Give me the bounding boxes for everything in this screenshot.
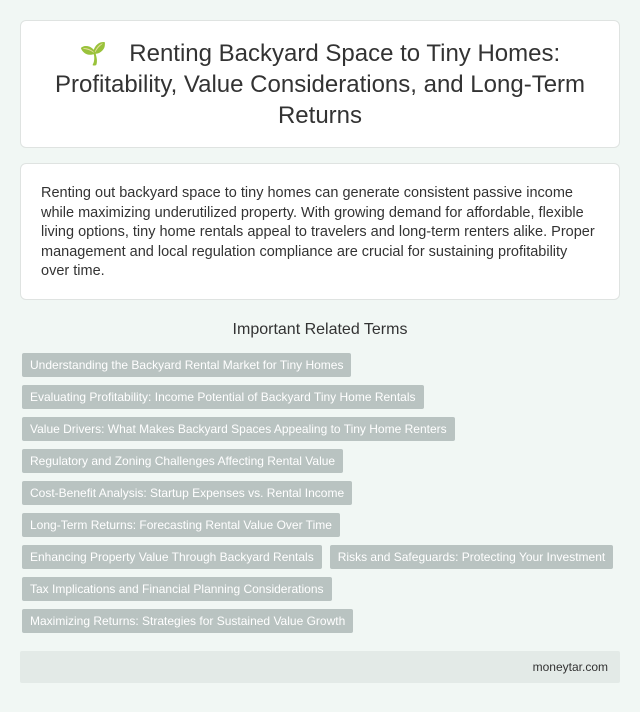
related-terms-heading: Important Related Terms	[232, 321, 408, 338]
footer-site-link[interactable]: moneytar.com	[532, 660, 608, 674]
related-term-tag[interactable]: Regulatory and Zoning Challenges Affecting Rental Value	[22, 449, 343, 473]
related-term-tag[interactable]: Maximizing Returns: Strategies for Sustained Value Growth	[22, 609, 353, 633]
title-card	[20, 20, 620, 148]
summary-card	[20, 163, 620, 300]
related-term-tag[interactable]: Long-Term Returns: Forecasting Rental Value Over Time	[22, 513, 340, 537]
related-terms-list	[20, 353, 620, 633]
page-title-text: Renting Backyard Space to Tiny Homes: Profitability, Value Considerations, and Long-Term Returns	[54, 39, 586, 129]
related-term-tag[interactable]: Enhancing Property Value Through Backyard Rentals	[22, 545, 322, 569]
page-title	[45, 38, 595, 131]
related-term-tag[interactable]: Evaluating Profitability: Income Potential of Backyard Tiny Home Rentals	[22, 385, 424, 409]
related-term-tag[interactable]: Understanding the Backyard Rental Market for Tiny Homes	[22, 353, 351, 377]
related-term-tag[interactable]: Cost-Benefit Analysis: Startup Expenses vs. Rental Income	[22, 481, 352, 505]
seedling-icon: 🌱	[79, 40, 108, 66]
related-term-tag[interactable]: Risks and Safeguards: Protecting Your Investment	[330, 545, 614, 569]
footer	[20, 651, 620, 683]
related-term-tag[interactable]: Tax Implications and Financial Planning Considerations	[22, 577, 332, 601]
summary-text: Renting out backyard space to tiny homes can generate consistent passive income while maximizing underutilized property. With growing demand for affordable, flexible living options, tiny home rentals appeal to travelers and long-term renters alike. Proper management and local regulation compliance are crucial for sustaining profitability over time.	[41, 185, 595, 279]
related-term-tag[interactable]: Value Drivers: What Makes Backyard Spaces Appealing to Tiny Home Renters	[22, 417, 455, 441]
